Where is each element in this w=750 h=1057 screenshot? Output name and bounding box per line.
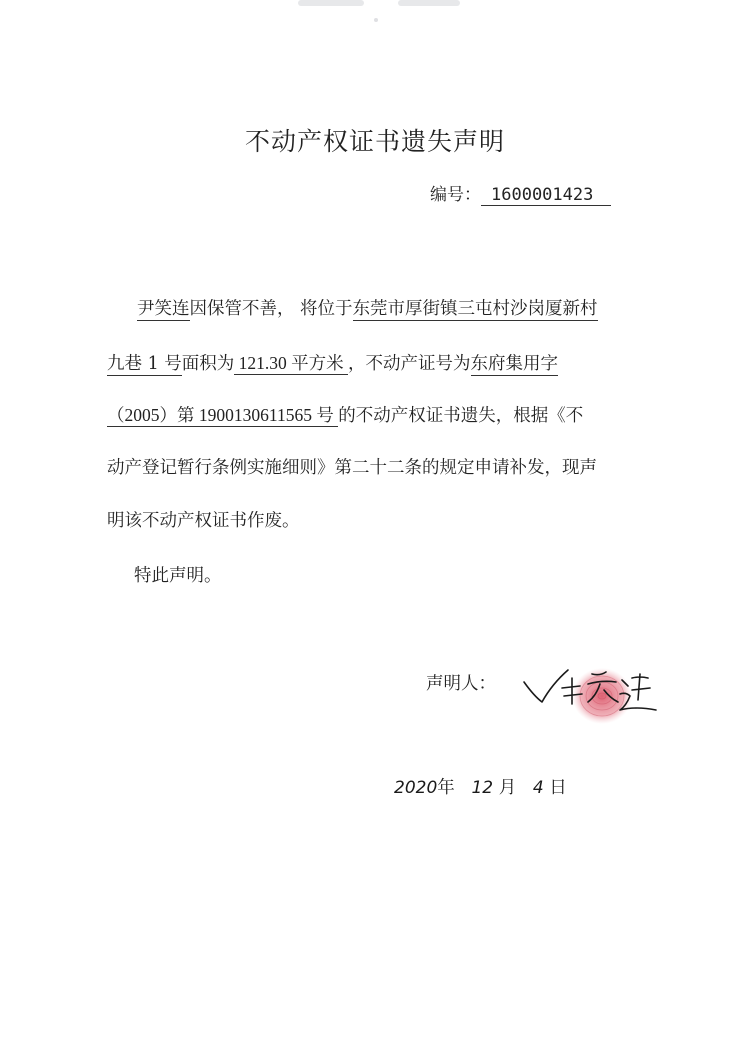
closing-statement: 特此声明。 (134, 566, 222, 586)
scan-artifact (374, 18, 378, 22)
date-year: 2020 (394, 778, 438, 798)
property-area: 121.30 平方米 (234, 353, 349, 373)
declarant-label: 声明人： (426, 674, 496, 694)
body-line-2 (107, 351, 558, 376)
body-text: 的不动产权证书遗失，根据《不 (338, 406, 584, 426)
body-text: ，不动产证号为 (348, 354, 471, 374)
date-month: 12 (471, 778, 494, 798)
body-line-4: 动产登记暂行条例实施细则》第二十二条的规定申请补发，现声 (107, 458, 597, 478)
document-title: 不动产权证书遗失声明 (244, 127, 505, 156)
certificate-number: 东府集用字 (470, 354, 559, 374)
scan-artifact (298, 0, 364, 6)
handwritten-signature (516, 660, 666, 730)
declaration-date (394, 774, 567, 799)
serial-label: 编号： (430, 185, 481, 205)
body-text: 面积为 (181, 354, 235, 374)
month-unit: 月 (498, 778, 517, 798)
scan-artifact (398, 0, 460, 6)
property-address-cont: 九巷 1 号 (107, 354, 182, 374)
year-unit: 年 (437, 778, 455, 798)
body-text: 因保管不善， 将位于 (189, 299, 353, 319)
day-unit: 日 (549, 778, 567, 798)
fingerprint-stamp (572, 668, 632, 724)
certificate-number-cont: （2005）第 1900130611565 号 (107, 405, 339, 425)
body-line-3 (107, 403, 583, 428)
serial-number-row (430, 180, 611, 206)
serial-number: 1600001423 (481, 185, 611, 206)
declarant-name: 尹笑连 (137, 299, 190, 319)
body-line-5: 明该不动产权证书作废。 (107, 511, 300, 531)
date-day: 4 (532, 778, 544, 798)
property-address: 东莞市厚街镇三屯村沙岗厦新村 (352, 299, 598, 319)
body-line-1 (137, 297, 598, 321)
